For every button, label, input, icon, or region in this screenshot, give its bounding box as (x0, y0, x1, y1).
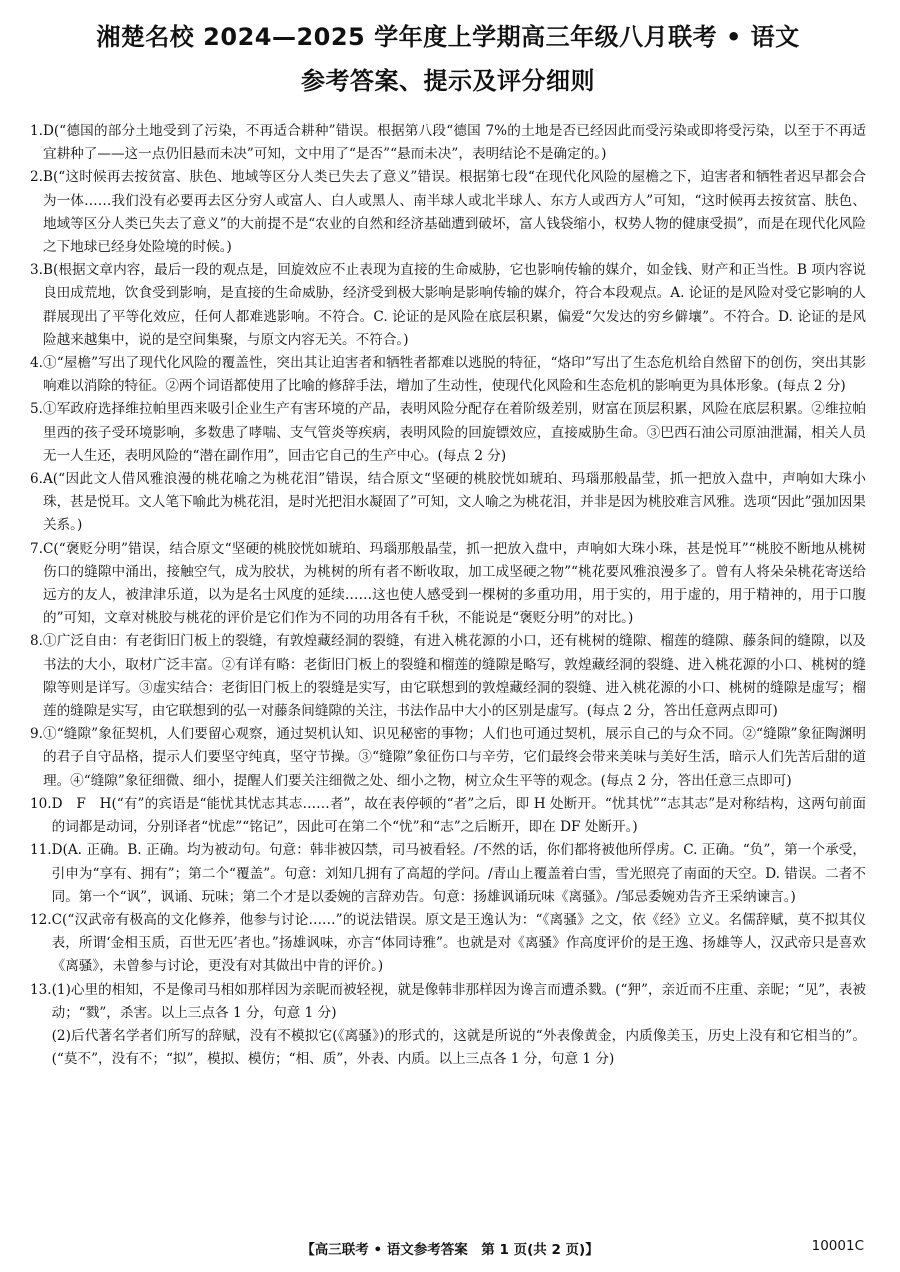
answer-number: 11. (30, 842, 52, 859)
answer-item (30, 979, 866, 1072)
answer-item (30, 259, 866, 352)
answer-text: D(“德国的部分土地受到了污染，不再适合耕种”错误。根据第八段“德国 7%的土地是否已经因此而受污染或即将受污染，以至于不再适宜耕种了——这一点仍旧悬而未决”可知，文中用了“是否”“悬而未决”，表明结论不是确定的。) (42, 123, 866, 163)
answer-number: 13. (30, 981, 52, 998)
page-title: 湘楚名校 2024—2025 学年度上学期高三年级八月联考 • 语文 (96, 23, 800, 51)
answer-text: (1)心里的相知，不是像司马相如那样因为亲昵而被轻视，就是像韩非那样因为谗言而遭杀戮。(“狎”，亲近而不庄重、亲昵；“见”，表被动；“戮”，杀害。以上三点各 1 分，句意 1 分) (2)后代著名学者们所写的辞赋，没有不模拟它(《离骚》)的形式的，这就是所说的“外表像黄金，内质像美玉，历史上没有和它相当的”。(“莫不”，没有不；“拟”，模拟、模仿；“相、质”，外表、内质。以上三点各 1 分，句意 1 分) (51, 981, 866, 1068)
answer-item (30, 538, 866, 631)
answer-number: 4. (30, 355, 43, 372)
answer-item (30, 909, 866, 979)
page-subtitle: 参考答案、提示及评分细则 (301, 67, 595, 95)
answer-item (30, 120, 866, 166)
answer-number: 1. (30, 123, 43, 139)
answer-number: 2. (30, 169, 43, 186)
answer-number: 12. (30, 911, 52, 928)
answer-list (30, 120, 866, 1071)
answer-item (30, 723, 866, 793)
answer-number: 5. (30, 401, 43, 418)
answer-item (30, 630, 866, 723)
answer-item (30, 793, 866, 839)
answer-number: 7. (30, 540, 43, 557)
answer-text: C(“褒贬分明”错误，结合原文“坚硬的桃胶恍如琥珀、玛瑙那般晶莹，抓一把放入盘中，声响如大珠小珠，甚是悦耳”“桃胶不断地从桃树伤口的缝隙中涌出，接触空气，成为胶状，为桃树的所有者不断收取，加工成坚硬之物”“桃花要风雅浪漫多了。曾有人将朵朵桃花寄送给远方的友人，被津津乐道，以为是名士风度的延续……这也使人感受到一棵树的多重功用，用于实的，用于虚的，用于精神的，用于口腹的”可知，文章对桃胶与桃花的评价是它们作为不同的功用各有千秋，不能说是“褒贬分明”的对比。) (42, 540, 866, 627)
answer-item (30, 839, 866, 909)
answer-number: 9. (30, 726, 43, 743)
answer-item (30, 166, 866, 259)
answer-text: B(“这时候再去按贫富、肤色、地域等区分人类已失去了意义”错误。根据第七段“在现代化风险的屋檐之下，迫害者和牺牲者迟早都会合为一体……我们没有必要再去区分穷人或富人、白人或黑人、南半球人或北半球人、东方人或西方人”可知，“这时候再去按贫富、肤色、地域等区分人类已失去了意义”的大前提不是“农业的自然和经济基础遭到破坏，富人钱袋缩小，权势人物的健康受损”，而是在现代化风险之下地球已经身处险境的时候。) (42, 169, 866, 256)
answer-text: B(根据文章内容，最后一段的观点是，回旋效应不止表现为直接的生命威胁，它也影响传输的媒介，如金钱、财产和正当性。B 项内容说良田成荒地，饮食受到影响，是直接的生命威胁，经济受到极大影响是影响传输的媒介，符合本段观点。A. 论证的是风险对受它影响的人群展现出了平等化效应，任何人都难逃影响。不符合。C. 论证的是风险在底层积累，偏爱“欠发达的穷乡僻壤”。不符合。D. 论证的是风险越来越集中，说的是空间集聚，与原文内容无关。不符合。) (42, 262, 866, 348)
answer-text: C(“汉武帝有极高的文化修养，他参与讨论……”的说法错误。原文是王逸认为：“《离骚》之文，依《经》立义。名儒辞赋，莫不拟其仪表，所谓‘金相玉质，百世无匹’者也。”扬雄讽味，亦言“体同诗雅”。也就是对《离骚》作高度评价的是王逸、扬雄等人，汉武帝只是喜欢《离骚》，未曾参与讨论，更没有对其做出中肯的评价。) (51, 911, 866, 975)
answer-text: ①“缝隙”象征契机，人们要留心观察，通过契机认知、识见秘密的事物；人们也可通过契机，展示自己的与众不同。②“缝隙”象征陶渊明的君子自守品格，提示人们要坚守纯真，坚守节操。③“缝隙”象征伤口与辛劳，它们最终会带来美味与美好生活，暗示人们先苦后甜的道理。④“缝隙”象征细微、细小，提醒人们要关注细微之处、细小之物，树立众生平等的观念。(每点 2 分，答出任意三点即可) (42, 726, 866, 789)
answer-text: ①“屋檐”写出了现代化风险的覆盖性，突出其让迫害者和牺牲者都难以逃脱的特征，“烙印”写出了生态危机给自然留下的创伤，突出其影响难以消除的特征。②两个词语都使用了比喻的修辞手法，增加了生动性，使现代化风险和生态危机的影响更为具体形象。(每点 2 分) (42, 355, 866, 395)
document-code: 10001C (811, 1238, 864, 1254)
page-footer: 【高三联考 • 语文参考答案 第 1 页(共 2 页)】 (301, 1242, 599, 1258)
answer-item (30, 352, 866, 398)
answer-text: D(A. 正确。B. 正确。均为被动句。句意：韩非被囚禁，司马被看轻。/不然的话，你们都将被他所俘虏。C. 正确。“负”，第一个承受，引申为“享有、拥有”；第二个“覆盖”。句意：刘知几拥有了高超的学问。/青山上覆盖着白雪，雪光照亮了南面的天空。D. 错误。二者不同。第一个“讽”，讽诵、玩味；第二个才是以委婉的言辞劝告。句意：扬雄讽诵玩味《离骚》。/邹忌委婉劝告齐王采纳谏言。) (51, 842, 866, 905)
answer-text: ①广泛自由：有老街旧门板上的裂缝，有敦煌藏经洞的裂缝，有进入桃花源的小口，还有桃树的缝隙、榴莲的缝隙、藤条间的缝隙，以及书法的大小，取材广泛丰富。②有详有略：老街旧门板上的裂缝和榴莲的缝隙是略写，敦煌藏经洞的裂缝、进入桃花源的小口、桃树的缝隙等则是详写。③虚实结合：老街旧门板上的裂缝是实写，由它联想到的敦煌藏经洞的裂缝、进入桃花源的小口、桃树的缝隙是虚写；榴莲的缝隙是实写，由它联想到的弘一对藤条间缝隙的关注，书法作品中大小的区别是虚写。(每点 2 分，答出任意两点即可) (42, 633, 866, 720)
answer-text: A(“因此文人借风雅浪漫的桃花喻之为桃花泪”错误，结合原文“坚硬的桃胶恍如琥珀、玛瑙那般晶莹，抓一把放入盘中，声响如大珠小珠，甚是悦耳。文人笔下喻此为桃花泪，是时光把泪水凝固了”可知，文人喻之为桃花泪，并非是因为桃胶难言风雅。选项“因此”强加因果关系。) (42, 471, 866, 534)
answer-number: 3. (30, 262, 43, 279)
answer-item (30, 398, 866, 468)
answer-number: 10. (30, 795, 52, 812)
answer-text: ①军政府选择维拉帕里西来吸引企业生产有害环境的产品，表明风险分配存在着阶级差别，财富在顶层积累，风险在底层积累。②维拉帕里西的孩子受环境影响，多数患了哮喘、支气管炎等疾病，表明风险的回旋镖效应，直接威胁生命。③巴西石油公司原油泄漏，相关人员无一人生还，表明风险的“潜在副作用”，回击它自己的生产中心。(每点 2 分) (42, 401, 866, 464)
answer-number: 8. (30, 633, 43, 650)
answer-text: D F H(“有”的宾语是“能忧其忧志其志……者”，故在表停顿的“者”之后，即 H 处断开。“忧其忧”“志其志”是对称结构，这两句前面的词都是动词，分别译者“忧虑”“铭记”，因此可在第二个“忧”和“志”之后断开，即在 DF 处断开。) (51, 795, 866, 836)
answer-item (30, 468, 866, 538)
answer-number: 6. (30, 471, 43, 488)
